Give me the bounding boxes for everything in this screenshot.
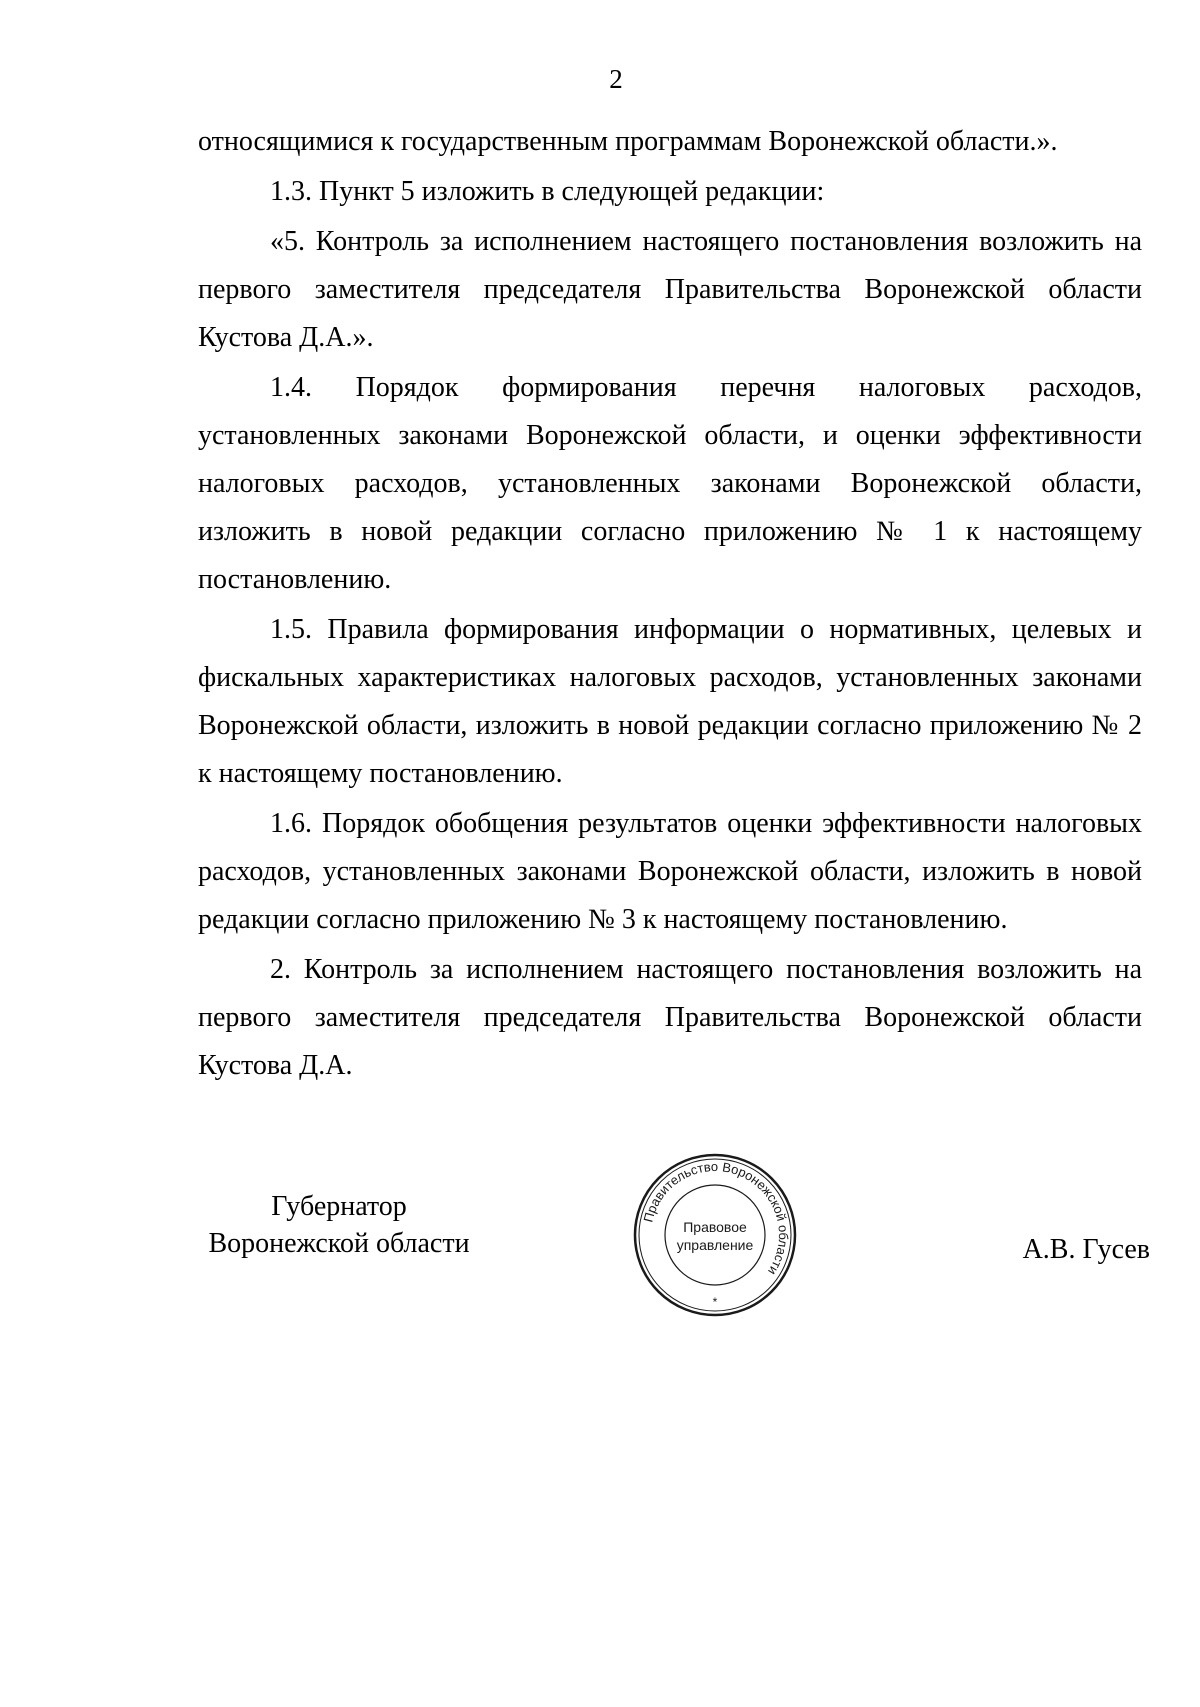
- seal-star: *: [712, 1295, 718, 1309]
- paragraph-1-6: 1.6. Порядок обобщения результатов оценки эффективности налоговых расходов, установленных законами Воронежской области, изложить в новой редакции согласно приложению № 3 к настоящему постановлению.: [198, 808, 1142, 935]
- paragraph-1-3: 1.3. Пункт 5 изложить в следующей редакции:: [270, 176, 825, 207]
- paragraph-continuation: относящимися к государственным программам Воронежской области.».: [198, 126, 1058, 157]
- paragraph-1-4: 1.4. Порядок формирования перечня налоговых расходов, установленных законами Воронежской области, и оценки эффективности налоговых расходов, установленных законами Воронежской области, изложить в новой редакции согласно приложению № 1 к настоящему постановлению.: [198, 372, 1142, 595]
- official-seal-stamp: [630, 1150, 800, 1320]
- seal-outer-text: Правительство Воронежской области: [640, 1158, 792, 1278]
- page-number: 2: [609, 64, 623, 94]
- signatory-position: [196, 1188, 482, 1262]
- signatory-position-line1: Губернатор: [271, 1191, 407, 1222]
- seal-inner-line2: управление: [676, 1237, 754, 1253]
- seal-inner-line1: Правовое: [683, 1219, 747, 1235]
- document-body: [198, 118, 1142, 1090]
- signatory-name: А.В. Гусев: [1022, 1234, 1150, 1265]
- paragraph-1-5: 1.5. Правила формирования информации о нормативных, целевых и фискальных характеристиках налоговых расходов, установленных законами Воронежской области, изложить в новой редакции согласно приложению № 2 к настоящему постановлению.: [198, 614, 1142, 789]
- signature-block: [0, 1150, 1200, 1310]
- paragraph-2: 2. Контроль за исполнением настоящего постановления возложить на первого заместителя председателя Правительства Воронежской области Кустова Д.А.: [198, 954, 1142, 1081]
- paragraph-quote-5: «5. Контроль за исполнением настоящего постановления возложить на первого заместителя председателя Правительства Воронежской области Кустова Д.А.».: [198, 226, 1142, 353]
- signatory-position-line2: Воронежской области: [208, 1228, 470, 1259]
